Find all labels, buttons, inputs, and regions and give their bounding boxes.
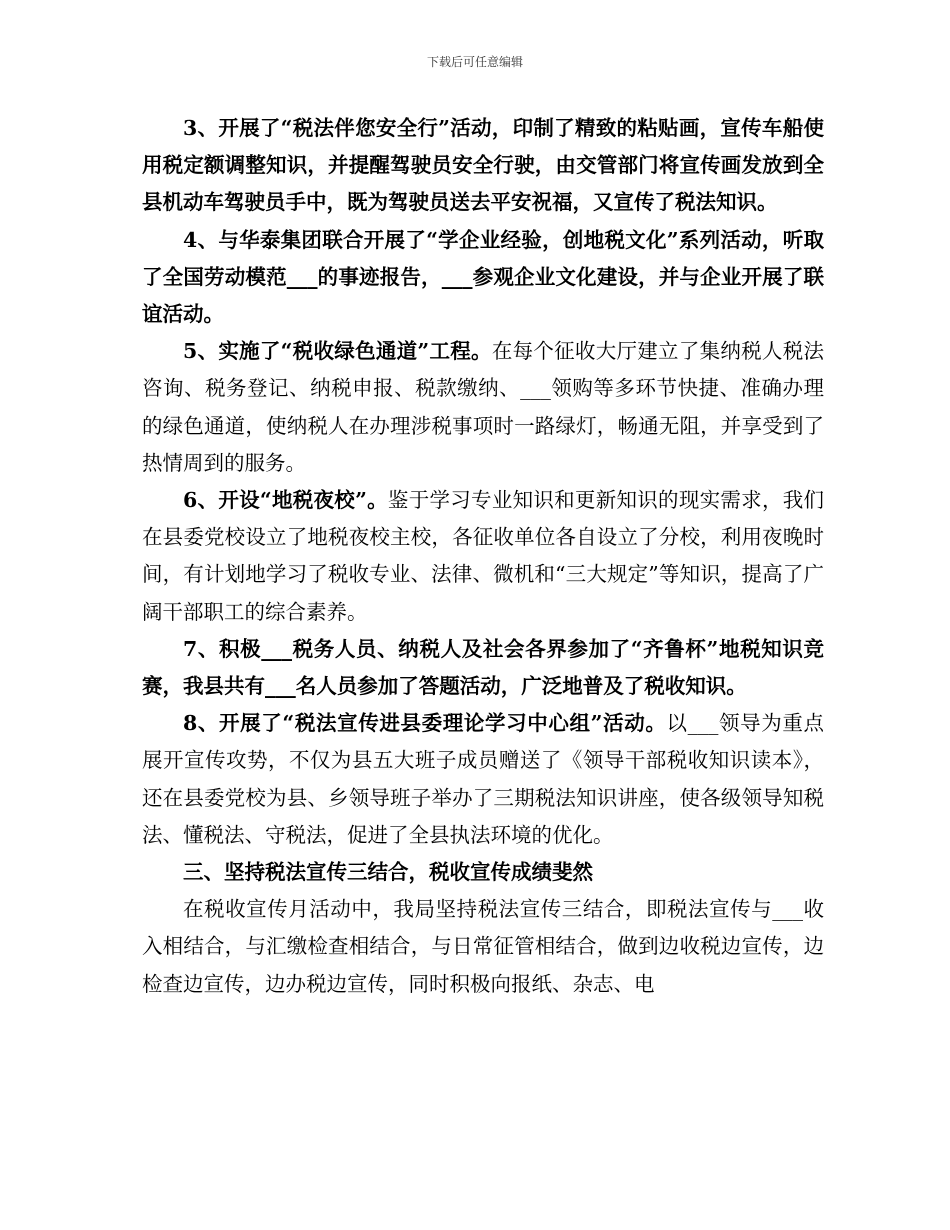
paragraph-6: [142, 482, 824, 631]
paragraph-6-text: 鉴于学习专业知识和更新知识的现实需求，我们在县委党校设立了地税夜校主校，各征收单位各自设立了分校，利用夜晚时间，有计划地学习了税收专业、法律、微机和“三大规定”等知识，提高了广阔干部职工的综合素养。: [142, 488, 824, 624]
paragraph-8-lead: 8、开展了“税法宣传进县委理论学习中心组”活动。: [183, 711, 667, 736]
section-heading: 三、坚持税法宣传三结合，税收宣传成绩斐然: [183, 860, 593, 885]
paragraph-5-text: 在每个征收大厅建立了集纳税人税法咨询、税务登记、纳税申报、税款缴纳、___领购等多环节快捷、准确办理的绿色通道，使纳税人在办理涉税事项时一路绿灯，畅通无阻，并享受到了热情周到的服务。: [142, 339, 824, 475]
paragraph-4-text: 4、与华泰集团联合开展了“学企业经验，创地税文化”系列活动，听取了全国劳动模范___的事迹报告，___参观企业文化建设，并与企业开展了联谊活动。: [142, 227, 824, 327]
paragraph-5-lead: 5、实施了“税收绿色通道”工程。: [183, 339, 492, 364]
paragraph-5: [142, 333, 824, 482]
paragraph-4: [142, 222, 824, 334]
document-body: [142, 110, 824, 1003]
paragraph-6-lead: 6、开设“地税夜校”。: [183, 488, 388, 513]
paragraph-8-text: 以___领导为重点展开宣传攻势，不仅为县五大班子成员赠送了《领导干部税收知识读本》，还在县委党校为县、乡领导班子举办了三期税法知识讲座，使各级领导知税法、懂税法、守税法，促进了全县执法环境的优化。: [142, 711, 824, 847]
section-paragraph: [142, 891, 824, 1003]
paragraph-7: [142, 631, 824, 705]
paragraph-8: [142, 705, 824, 854]
paragraph-3: [142, 110, 824, 222]
section-paragraph-text: 在税收宣传月活动中，我局坚持税法宣传三结合，即税法宣传与___收入相结合，与汇缴检查相结合，与日常征管相结合，做到边收税边宣传，边检查边宣传，边办税边宣传，同时积极向报纸、杂志、电: [142, 897, 824, 996]
paragraph-7-text: 7、积极___税务人员、纳税人及社会各界参加了“齐鲁杯”地税知识竞赛，我县共有___名人员参加了答题活动，广泛地普及了税收知识。: [142, 636, 824, 699]
page-header-note: 下载后可任意编辑: [426, 55, 523, 69]
paragraph-3-text: 3、开展了“税法伴您安全行”活动，印制了精致的粘贴画，宣传车船使用税定额调整知识，并提醒驾驶员安全行驶，由交管部门将宣传画发放到全县机动车驾驶员手中，既为驾驶员送去平安祝福，又宣传了税法知识。: [142, 116, 824, 215]
